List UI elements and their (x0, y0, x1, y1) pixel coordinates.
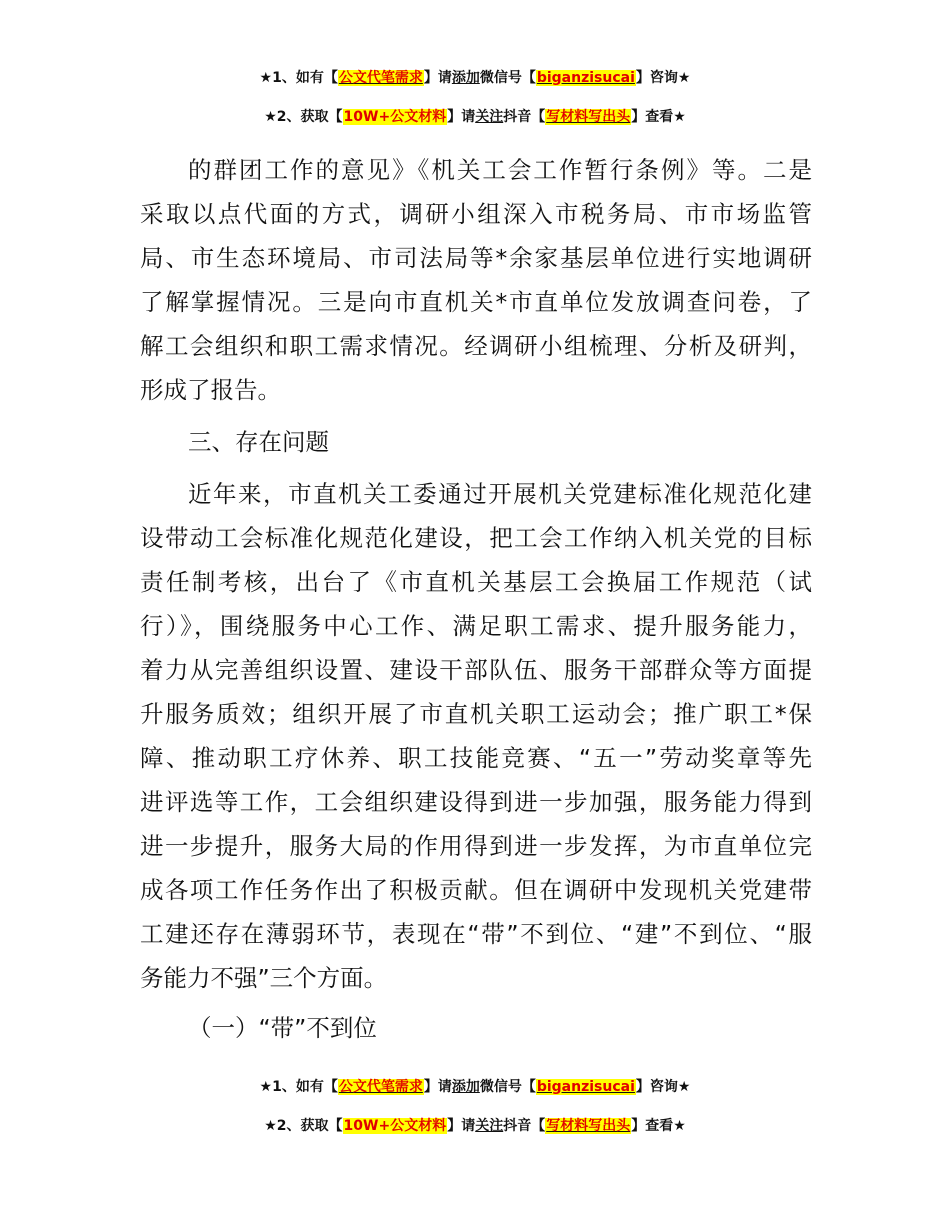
paragraph-line: 升服务质效；组织开展了市直机关职工运动会；推广职工*保 (140, 700, 812, 728)
paragraph-line: 采取以点代面的方式，调研小组深入市税务局、市市场监管 (140, 200, 812, 228)
banner-text: 微信号【 (479, 70, 536, 86)
ghostwriting-highlight: 公文代笔需求 (338, 70, 423, 86)
section-heading: 三、存在问题 (188, 428, 329, 456)
header-banner-line-2 (0, 106, 950, 128)
materials-highlight: 10W+公文材料 (343, 1118, 447, 1134)
paragraph-line: 了解掌握情况。三是向市直机关*市直单位发放调查问卷，了 (140, 288, 812, 316)
star-icon: ★ (673, 109, 686, 125)
paragraph-line: 责任制考核，出台了《市直机关基层工会换届工作规范（试 (140, 568, 812, 596)
banner-text: 抖音【 (503, 109, 546, 125)
banner-text: 2、获取【 (276, 1118, 343, 1134)
paragraph-line: 近年来，市直机关工委通过开展机关党建标准化规范化建 (188, 480, 812, 508)
paragraph-line: 行）》，围绕服务中心工作、满足职工需求、提升服务能力， (140, 612, 812, 640)
footer-banner-line-1 (0, 1076, 950, 1098)
wechat-id-highlight: biganzisucai (536, 1079, 635, 1095)
paragraph-line: 成各项工作任务作出了积极贡献。但在调研中发现机关党建带 (140, 876, 812, 904)
paragraph-line: 形成了报告。 (140, 376, 281, 404)
douyin-account-highlight: 写材料写出头 (546, 109, 631, 125)
star-icon: ★ (673, 1118, 686, 1134)
banner-text: 1、如有【 (272, 70, 338, 86)
paragraph-line: 进评选等工作，工会组织建设得到进一步加强，服务能力得到 (140, 788, 812, 816)
materials-highlight: 10W+公文材料 (343, 109, 447, 125)
banner-text: 】请 (447, 109, 476, 125)
wechat-id-highlight: biganzisucai (536, 70, 635, 86)
banner-text: 】请 (447, 1118, 476, 1134)
ghostwriting-highlight: 公文代笔需求 (338, 1079, 423, 1095)
paragraph-line: 设带动工会标准化规范化建设，把工会工作纳入机关党的目标 (140, 524, 812, 552)
banner-text: 】咨询 (635, 1079, 678, 1095)
star-icon: ★ (264, 109, 277, 125)
paragraph-line: 解工会组织和职工需求情况。经调研小组梳理、分析及研判， (140, 332, 812, 360)
banner-text: 】查看 (631, 109, 674, 125)
douyin-account-highlight: 写材料写出头 (546, 1118, 631, 1134)
star-icon: ★ (677, 70, 691, 86)
banner-text: 】请 (423, 70, 452, 86)
star-icon: ★ (259, 70, 273, 86)
add-underlined-text: 添加 (451, 1079, 480, 1095)
star-icon: ★ (677, 1079, 691, 1095)
follow-underlined-text: 关注 (475, 1118, 504, 1134)
add-underlined-text: 添加 (451, 70, 480, 86)
paragraph-line: 工建还存在薄弱环节，表现在“带”不到位、“建”不到位、“服 (140, 920, 812, 948)
banner-text: 1、如有【 (272, 1079, 338, 1095)
paragraph-line: 障、推动职工疗休养、职工技能竞赛、“五一”劳动奖章等先 (140, 744, 812, 772)
paragraph-line: 进一步提升，服务大局的作用得到进一步发挥，为市直单位完 (140, 832, 812, 860)
star-icon: ★ (259, 1079, 273, 1095)
subsection-heading: （一）“带”不到位 (188, 1014, 377, 1042)
banner-text: 】查看 (631, 1118, 674, 1134)
paragraph-line: 的群团工作的意见》《机关工会工作暂行条例》等。二是 (188, 156, 812, 184)
banner-text: 】请 (423, 1079, 452, 1095)
banner-text: 抖音【 (503, 1118, 546, 1134)
footer-banner-line-2 (0, 1115, 950, 1137)
header-banner-line-1 (0, 67, 950, 89)
banner-text: 微信号【 (479, 1079, 536, 1095)
paragraph-line: 务能力不强”三个方面。 (140, 964, 388, 992)
paragraph-line: 局、市生态环境局、市司法局等*余家基层单位进行实地调研 (140, 244, 812, 272)
paragraph-line: 着力从完善组织设置、建设干部队伍、服务干部群众等方面提 (140, 656, 812, 684)
star-icon: ★ (264, 1118, 277, 1134)
follow-underlined-text: 关注 (475, 109, 504, 125)
banner-text: 】咨询 (635, 70, 678, 86)
banner-text: 2、获取【 (276, 109, 343, 125)
